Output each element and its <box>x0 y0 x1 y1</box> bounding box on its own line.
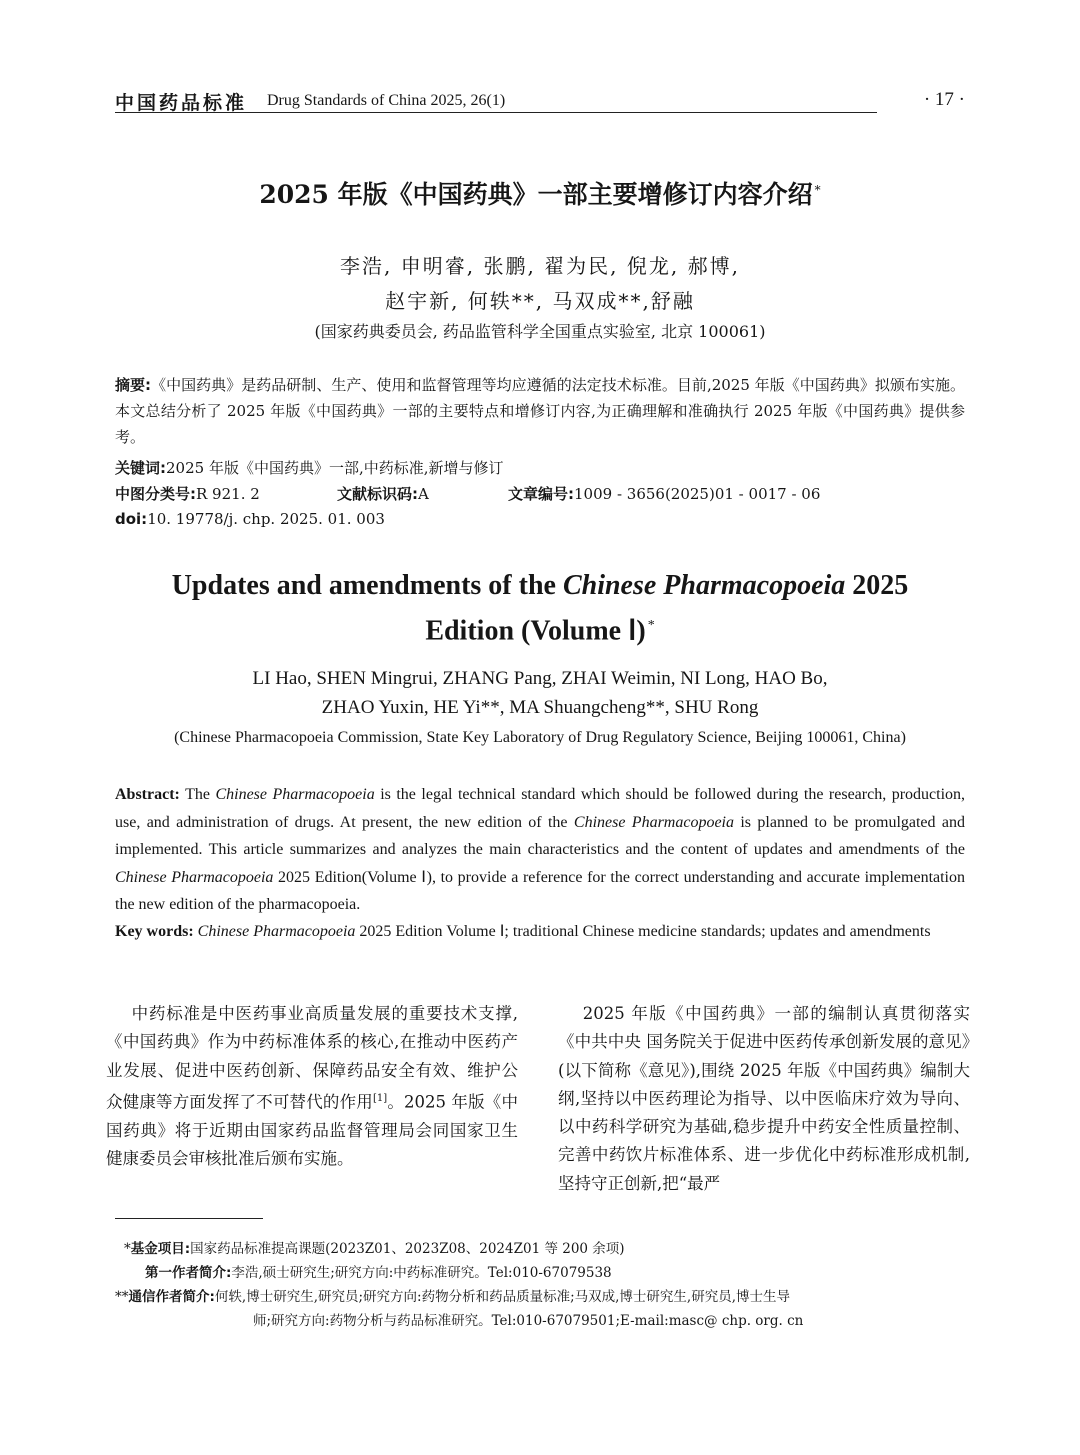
fund-text: 国家药品标准提高课题(2023Z01、2023Z08、2024Z01 等 200 余项) <box>190 1241 625 1257</box>
abstract-en-s4: 2025 Edition(Volume Ⅰ), to provide a reference for the correct understanding and accurate implementation the new edition of the pharmacopoeia. <box>115 868 966 914</box>
abstract-en-s2: is the legal technical standard which should be followed during the research, production, use, and administration of drugs. At present, the new edition of the <box>115 786 966 831</box>
corr-label: 通信作者简介: <box>128 1289 215 1305</box>
title-en-italic: Chinese Pharmacopoeia <box>562 570 846 601</box>
keywords-en <box>115 918 965 946</box>
abstract-en-s3: is planned to be promulgated and implemented. This article summarizes and analyzes the main characteristics and the content of updates and amendments of the <box>115 813 965 859</box>
citation-ref: [1] <box>372 1092 388 1104</box>
keywords-cn-label: 关键词: <box>115 459 166 477</box>
corr-text: 何轶,博士研究生,研究员;研究方向:药物分析和药品质量标准;马双成,博士研究生,研究员,博士生导 <box>214 1289 791 1305</box>
footnote-funding <box>124 1237 625 1261</box>
fund-mark: * <box>124 1241 131 1257</box>
keywords-en-i1: Chinese Pharmacopoeia <box>197 923 356 940</box>
title-en-part2: 2025 <box>845 570 909 601</box>
keywords-en-s1: 2025 Edition Volume Ⅰ; traditional Chinese medicine standards; updates and amendments <box>355 923 931 940</box>
paper-title-en <box>90 566 990 651</box>
keywords-en-label: Key words: <box>115 923 194 940</box>
abstract-en-i3: Chinese Pharmacopoeia <box>115 868 274 886</box>
footnote-corresponding-cont: 师;研究方向:药物分析与药品标准研究。Tel:010-67079501;E-mail:masc@ chp. org. cn <box>253 1313 804 1329</box>
first-author-text: 李浩,硕士研究生;研究方向:中药标准研究。Tel:010-67079538 <box>231 1265 612 1281</box>
clc-label: 中图分类号: <box>115 485 196 503</box>
abstract-cn <box>115 372 965 450</box>
paper-title-cn <box>0 175 1080 211</box>
document-code <box>337 483 429 504</box>
authors-cn-line1: 李浩, 申明睿, 张鹏, 翟为民, 倪龙, 郝博, <box>340 254 740 278</box>
body-column-right <box>558 1000 970 1198</box>
journal-name-en: Drug Standards of China 2025, 26(1) <box>267 92 506 109</box>
footnote-corresponding <box>115 1285 790 1309</box>
corr-mark: ** <box>115 1289 129 1305</box>
authors-en-line2: ZHAO Yuxin, HE Yi**, MA Shuangcheng**, SHU Rong <box>321 697 759 718</box>
authors-cn-line2: 赵宇新, 何轶**, 马双成**,舒融 <box>385 289 695 313</box>
doi-value: 10. 19778/j. chp. 2025. 01. 003 <box>147 510 385 528</box>
title-footnote-mark: * <box>814 182 821 197</box>
fund-label: 基金项目: <box>130 1241 191 1257</box>
affiliation-en: (Chinese Pharmacopoeia Commission, State Key Laboratory of Drug Regulatory Science, Beijing 100061, China) <box>174 729 906 746</box>
first-author-label: 第一作者简介: <box>145 1265 232 1281</box>
title-en-footnote-mark: * <box>647 618 655 633</box>
journal-name-cn: 中国药品标准 <box>115 92 248 114</box>
body-column-left <box>106 1000 518 1173</box>
clc-number <box>115 483 260 504</box>
abstract-en-s1: The <box>179 786 216 803</box>
body-right-text: 2025 年版《中国药典》一部的编制认真贯彻落实《中共中央 国务院关于促进中医药传承创新发展的意见》(以下简称《意见》),围绕 2025 年版《中国药典》编制大纲,坚持以中医药理论为指导、以中医临床疗效为导向、以中药科学研究为基础,稳步提升中药安全性质量控制、完善中药饮片标准体系、进一步优化中药标准形成机制,坚持守正创新,把“最严 <box>558 1004 970 1193</box>
page-number: · 17 · <box>923 89 965 110</box>
doi <box>115 510 385 528</box>
article-no-label: 文章编号: <box>508 485 574 503</box>
doc-code-value: A <box>418 485 429 503</box>
abstract-cn-text: 《中国药典》是药品研制、生产、使用和监督管理等均应遵循的法定技术标准。目前,2025 年版《中国药典》拟颁布实施。本文总结分析了 2025 年版《中国药典》一部的主要特点和增修订内容,为正确理解和准确执行 2025 年版《中国药典》提供参考。 <box>115 376 965 446</box>
doc-code-label: 文献标识码: <box>337 485 418 503</box>
header-rule <box>115 112 877 113</box>
abstract-en-i1: Chinese Pharmacopoeia <box>215 786 375 803</box>
clc-value: R 921. 2 <box>196 485 260 503</box>
abstract-en-i2: Chinese Pharmacopoeia <box>573 813 734 831</box>
authors-en-line1: LI Hao, SHEN Mingrui, ZHANG Pang, ZHAI Weimin, NI Long, HAO Bo, <box>252 668 828 689</box>
body-left-text2: 。2025 年版《中国药典》将于近期由国家药品监督管理局会同国家卫生健康委员会审核批准后颁布实施。 <box>106 1092 518 1168</box>
affiliation-cn: (国家药典委员会, 药品监管科学全国重点实验室, 北京 100061) <box>314 322 766 341</box>
article-no-value: 1009 - 3656(2025)01 - 0017 - 06 <box>574 485 821 503</box>
footnote-first-author <box>145 1261 612 1285</box>
title-en-part1: Updates and amendments of the <box>171 570 563 601</box>
abstract-en-label: Abstract: <box>115 786 180 803</box>
footnote-rule <box>115 1218 263 1219</box>
doi-label: doi: <box>115 510 148 528</box>
keywords-cn-text: 2025 年版《中国药典》一部,中药标准,新增与修订 <box>166 459 504 477</box>
paper-title-cn-text: 2025 年版《中国药典》一部主要增修订内容介绍 <box>259 180 813 209</box>
body-left-text: 中药标准是中医药事业高质量发展的重要技术支撑,《中国药典》作为中药标准体系的核心,在推动中医药产业发展、促进中医药创新、保障药品安全有效、维护公众健康等方面发挥了不可替代的作用 <box>106 1004 518 1112</box>
classification-row <box>115 483 965 509</box>
article-number <box>508 483 820 504</box>
title-en-line2: Edition (Volume Ⅰ) <box>425 615 646 647</box>
keywords-cn <box>115 455 965 481</box>
running-header <box>115 86 965 116</box>
abstract-en <box>115 781 965 919</box>
abstract-cn-label: 摘要: <box>115 376 152 394</box>
